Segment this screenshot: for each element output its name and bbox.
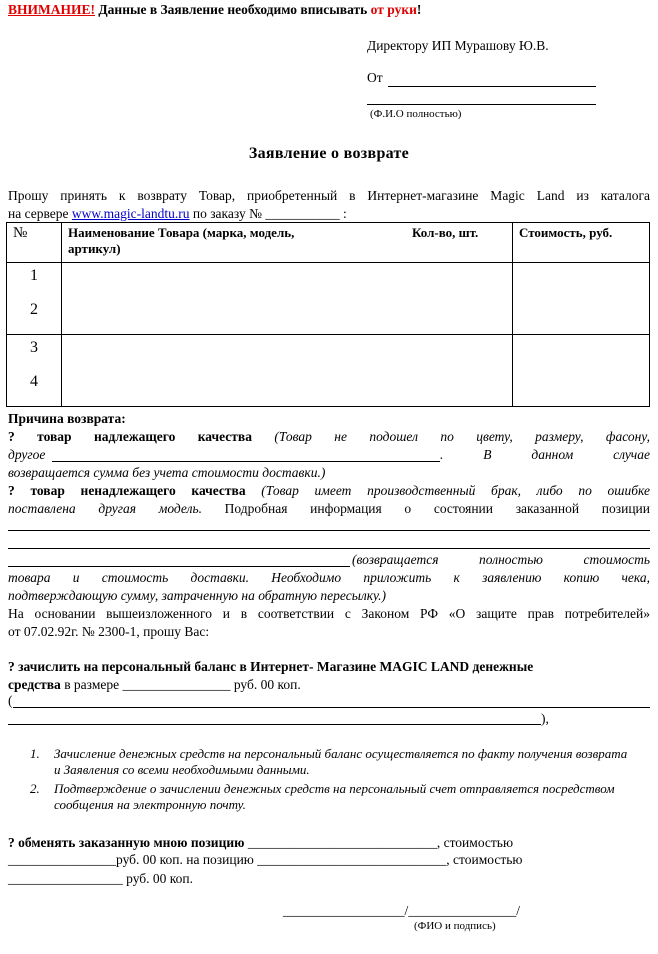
item-cost-cell-2[interactable]: [513, 335, 650, 407]
from-field-line-1[interactable]: [388, 86, 596, 87]
exchange-line-1: [8, 835, 513, 851]
note-2-text: Подтверждение о зачислении денежных средств на персональный счет отправляется посредством сообщения на электронную почту.: [54, 781, 615, 812]
exchange-label: обменять заказанную мною позицию: [18, 835, 245, 850]
bad-label: товар ненадлежащего качества: [30, 483, 246, 498]
bad-details-line-3[interactable]: [8, 566, 350, 567]
bad-note-2a: поставлена другая модель.: [8, 501, 202, 516]
table-row: [7, 263, 650, 335]
exchange-line-2: ________________руб. 00 коп. на позицию ____________________________, стоимостью: [8, 852, 523, 867]
signature-hint: (ФИО и подпись): [414, 920, 496, 932]
catalog-link[interactable]: www.magic-landtu.ru: [71, 206, 190, 221]
exchange-line-3: _________________ руб. 00 коп.: [8, 871, 193, 886]
col-cost-header: Стоимость, руб.: [513, 223, 650, 263]
credit-close-paren: ),: [541, 711, 549, 726]
credit-note-2: [30, 781, 630, 813]
reason-good-line-1: [8, 429, 650, 445]
reason-bad-line-4: (возвращается полностью стоимость: [352, 552, 650, 567]
item-name-cell-1[interactable]: [62, 263, 513, 335]
signature-line[interactable]: __________________/________________/: [283, 903, 521, 918]
bad-details-line-2[interactable]: [8, 548, 650, 549]
reason-bad-line-6: подтверждающую сумму, затраченную на обратную пересылку.): [8, 588, 387, 603]
intro-line-2-prefix: на сервере: [8, 206, 72, 221]
good-note-1: (Товар не подошел по цвету, размеру, фасону,: [274, 429, 651, 444]
good-checkbox[interactable]: ?: [8, 429, 15, 444]
exchange-line-1-tail: ____________________________, стоимостью: [247, 835, 514, 850]
row-number-4: 4: [30, 373, 38, 390]
fio-hint: (Ф.И.О полностью): [370, 108, 462, 120]
reason-bad-line-5: товара и стоимость доставки. Необходимо приложить к заявлению копию чека,: [8, 570, 650, 585]
by-hand-text: от руки: [370, 2, 417, 17]
row-number-2: 2: [30, 301, 38, 318]
note-2-number: 2.: [30, 781, 40, 796]
row-number-3: 3: [30, 339, 38, 356]
reason-bad-line-2: [8, 501, 650, 517]
intro-line-1: Прошу принять к возврату Товар, приобретенный в Интернет-магазине Magic Land из каталога: [8, 188, 650, 203]
attention-label: ВНИМАНИЕ!: [8, 2, 95, 17]
notice-text: Данные в Заявление необходимо вписывать: [95, 2, 371, 17]
exchange-checkbox[interactable]: ?: [8, 835, 15, 850]
credit-funds-word: средства: [8, 677, 61, 692]
reason-good-line-2a: другое: [8, 447, 46, 462]
table-row: [7, 335, 650, 407]
from-label: От: [367, 70, 383, 85]
row-numbers-1-2: [7, 263, 62, 335]
good-label: товар надлежащего качества: [37, 429, 252, 444]
basis-line-1: На основании вышеизложенного и в соответствии с Законом РФ «О защите прав потребителей»: [8, 606, 650, 621]
credit-open-paren: (: [8, 693, 13, 708]
credit-amount-text: в размере ________________ руб. 00 коп.: [60, 677, 301, 692]
intro-line-2-suffix: по заказу № ___________ :: [189, 206, 347, 221]
note-1-text: Зачисление денежных средств на персональный баланс осуществляется по факту получения возврата и Заявления со всеми необходимыми данными.: [54, 746, 628, 777]
attention-line: [8, 2, 421, 18]
credit-note-1: [30, 746, 630, 778]
item-name-cell-2[interactable]: [62, 335, 513, 407]
reason-bad-line-1: [8, 483, 650, 499]
good-other-field[interactable]: [52, 461, 440, 462]
credit-line-1: [8, 659, 533, 675]
notice-excl: !: [416, 2, 422, 17]
items-table: [6, 222, 650, 407]
addressee-to: Директору ИП Мурашову Ю.В.: [367, 38, 549, 53]
credit-line-2: [8, 677, 301, 693]
row-number-1: 1: [30, 267, 38, 284]
reason-title: Причина возврата:: [8, 411, 126, 426]
credit-label: зачислить на персональный баланс в Интернет- Магазине MAGIC LAND денежные: [18, 659, 534, 674]
reason-good-line-2b: . В данном случае: [440, 447, 650, 462]
row-numbers-3-4: [7, 335, 62, 407]
item-cost-cell-1[interactable]: [513, 263, 650, 335]
basis-line-2: от 07.02.92г. № 2300-1, прошу Вас:: [8, 624, 210, 639]
reason-good-line-3: возвращается сумма без учета стоимости доставки.): [8, 465, 326, 480]
note-1-number: 1.: [30, 746, 40, 761]
col-name-label: Наименование Товара (марка, модель, артикул): [68, 225, 295, 256]
bad-note-1: (Товар имеет производственный брак, либо по ошибке: [261, 483, 650, 498]
page-title: Заявление о возврате: [248, 145, 410, 162]
from-field-line-2[interactable]: [367, 104, 596, 105]
intro-line-2: [8, 206, 347, 222]
bad-checkbox[interactable]: ?: [8, 483, 15, 498]
credit-checkbox[interactable]: ?: [8, 659, 15, 674]
credit-amount-words-line-2[interactable]: [8, 724, 541, 725]
col-num-header: №: [7, 223, 62, 263]
col-name-header: [62, 223, 513, 263]
col-qty-label: Кол-во, шт.: [412, 225, 479, 240]
bad-note-2b: Подробная информация о состоянии заказанной позиции: [224, 501, 651, 516]
credit-amount-words-line-1[interactable]: [13, 707, 650, 708]
bad-details-line-1[interactable]: [8, 530, 650, 531]
table-header-row: [7, 223, 650, 263]
